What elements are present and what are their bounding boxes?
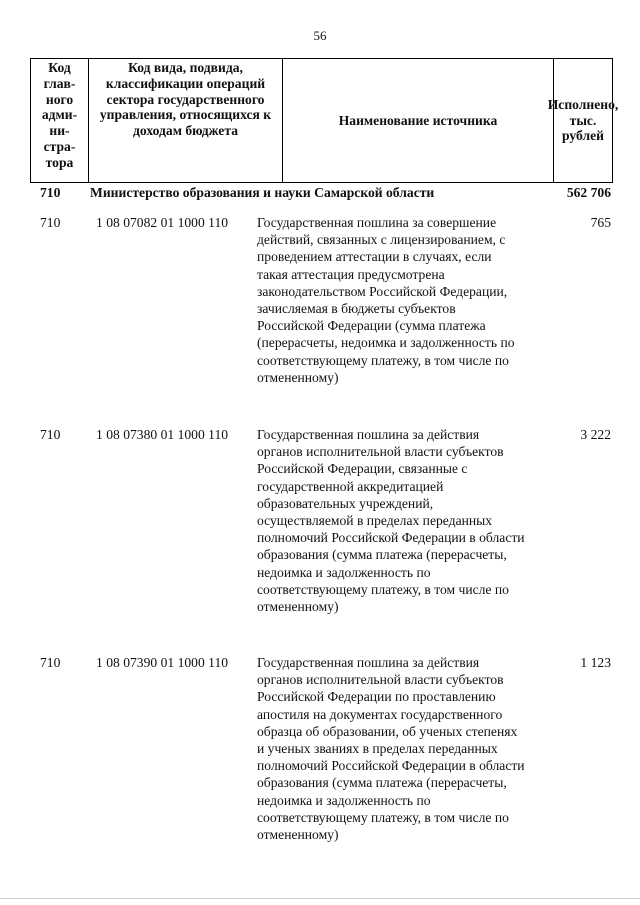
scan-edge-line — [0, 898, 640, 899]
ministry-name: Министерство образования и науки Самарской области — [90, 185, 435, 200]
ministry-row — [30, 184, 613, 204]
row-type-code: 1 08 07380 01 1000 110 — [96, 427, 229, 442]
row-admin-code: 710 — [40, 427, 61, 442]
row-amount: 765 — [590, 215, 611, 230]
row-type-code: 1 08 07390 01 1000 110 — [96, 655, 229, 670]
header-source-name: Наименование источника — [283, 59, 554, 182]
row-amount: 3 222 — [580, 427, 611, 442]
page-number: 56 — [313, 28, 327, 43]
header-type-code: Код вида, подвида, классификации операций сектора государственного управления, относящихся к доходам бюджета — [89, 59, 283, 182]
row-admin-code: 710 — [40, 215, 61, 230]
revenue-table — [30, 58, 619, 843]
row-admin-code: 710 — [40, 655, 61, 670]
header-executed: Исполнено, тыс. рублей — [547, 96, 619, 144]
header-admin-code: Код глав-ного адми-ни-стра-тора — [31, 59, 89, 182]
row-source-name: Государственная пошлина за действия органов исполнительной власти субъектов Российской Федерации, связанные с государственной аккредитацией образовательных учреждений, осуществляемой в пределах переданных полномочий Российской Федерации в области образования (сумма платежа (перерасчеты, недоимка и задолженность по соответствующему платежу, в том числе по отмененному) — [257, 427, 525, 615]
row-source-name: Государственная пошлина за действия органов исполнительной власти субъектов Российской Федерации по проставлению апостиля на документах государственного образца об образовании, об ученых степенях и ученых званиях в пределах переданных полномочий Российской Федерации в области образования (сумма платежа (перерасчеты, недоимка и задолженность по соответствующему платежу, в том числе по отмененному) — [257, 655, 525, 843]
row-amount: 1 123 — [580, 655, 611, 670]
row-source-name: Государственная пошлина за совершение действий, связанных с лицензированием, с проведением аттестации в случаях, если такая аттестация предусмотрена законодательством Российской Федерации, зачисляемая в бюджеты субъектов Российской Федерации (сумма платежа (перерасчеты, недоимка и задолженность по соответствующему платежу, в том числе по отмененному) — [257, 215, 515, 385]
table-header — [30, 58, 619, 183]
row-type-code: 1 08 07082 01 1000 110 — [96, 215, 229, 230]
ministry-amount: 562 706 — [566, 185, 611, 200]
ministry-admin-code: 710 — [40, 185, 61, 200]
